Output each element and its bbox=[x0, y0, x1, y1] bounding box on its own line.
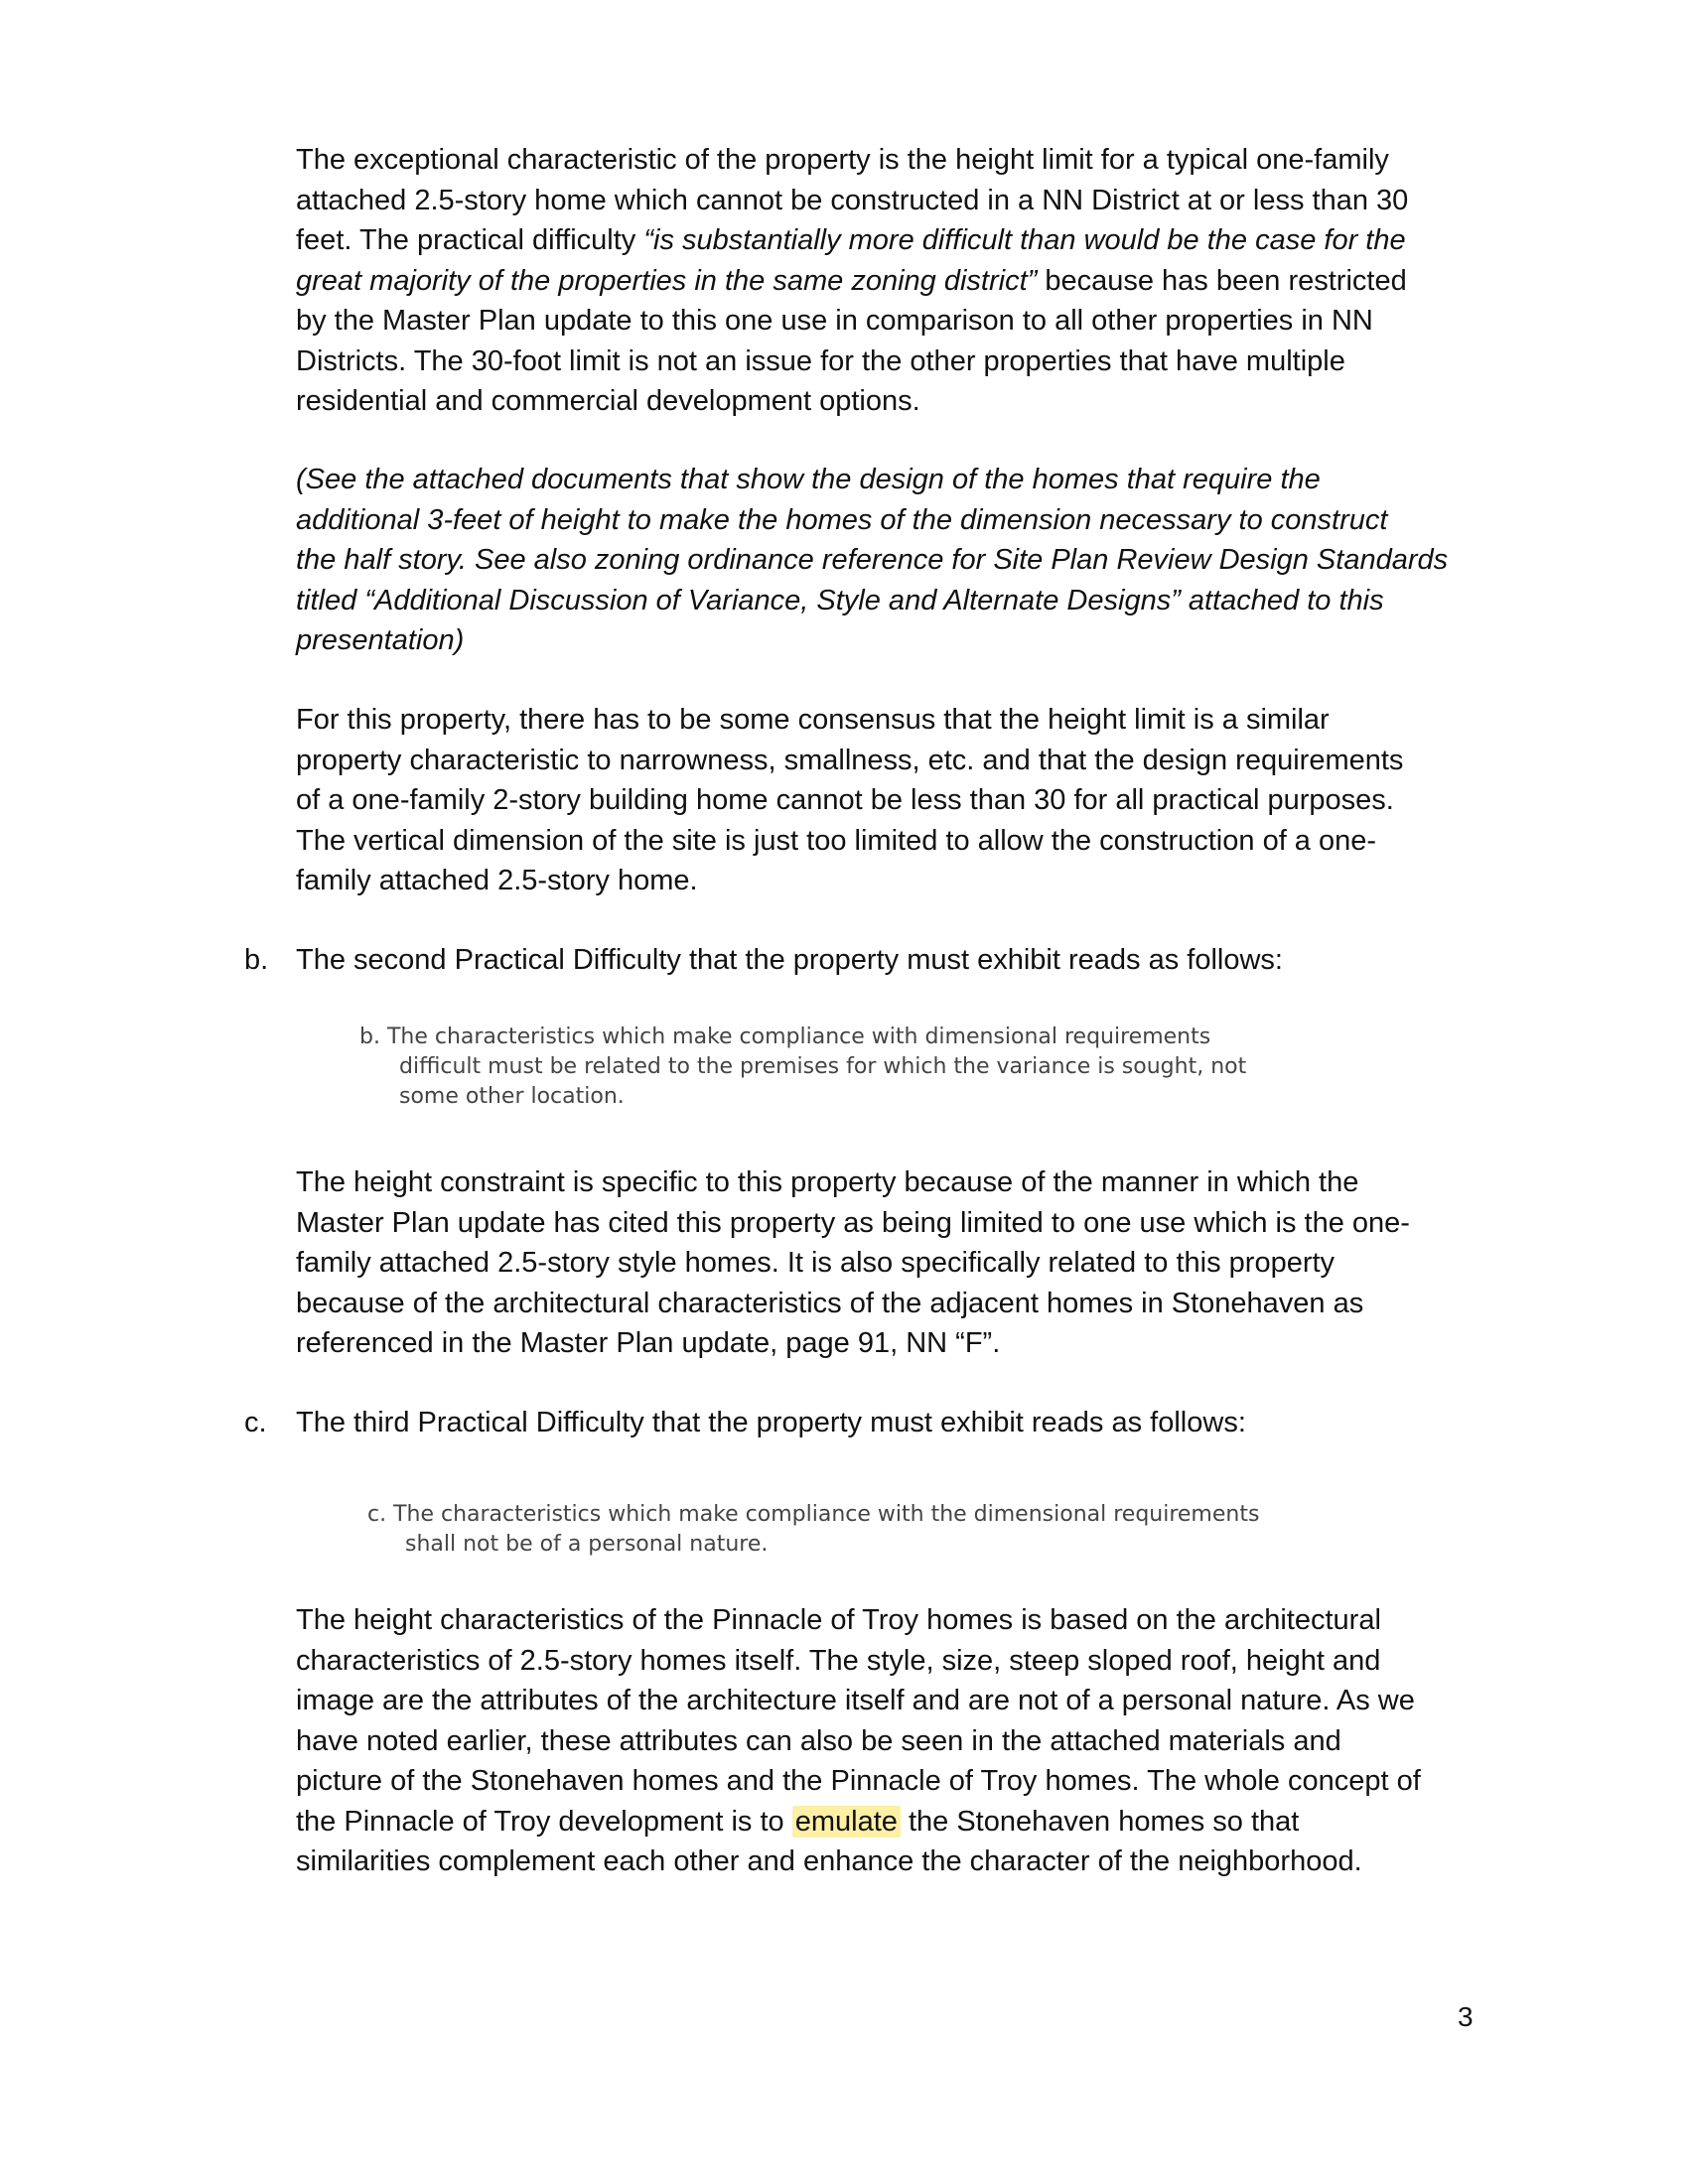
paragraph-height-consensus bbox=[296, 700, 1487, 901]
quote-line: c. The characteristics which make compliance with the dimensional requirements bbox=[367, 1502, 1260, 1527]
list-item-c bbox=[296, 1403, 1487, 1443]
paragraph-exceptional-characteristic bbox=[296, 140, 1487, 422]
quote-line: b. The characteristics which make compliance with dimensional requirements bbox=[359, 1024, 1211, 1049]
italic-quote-open: “ bbox=[643, 224, 653, 256]
text-line: of a one-family 2-story building home cannot be less than 30 for all practical purposes. bbox=[296, 784, 1394, 816]
text-line: The exceptional characteristic of the property is the height limit for a typical one-family bbox=[296, 144, 1389, 176]
text-run: because has been restricted bbox=[1037, 264, 1407, 297]
italic-quote: great majority of the properties in the same zoning district” bbox=[296, 264, 1038, 297]
text-line: have noted earlier, these attributes can also be seen in the attached materials and bbox=[296, 1724, 1341, 1757]
text-run: the Stonehaven homes so that bbox=[900, 1805, 1300, 1838]
text-line bbox=[296, 1802, 1487, 1843]
text-line: residential and commercial development options. bbox=[296, 385, 920, 417]
text-line: attached 2.5-story home which cannot be constructed in a NN District at or less than 30 bbox=[296, 184, 1409, 216]
text-line: Master Plan update has cited this property as being limited to one use which is the one- bbox=[296, 1206, 1410, 1239]
text-line: The height characteristics of the Pinnacle of Troy homes is based on the architectural bbox=[296, 1604, 1381, 1636]
text-line: The vertical dimension of the site is just too limited to allow the construction of a one- bbox=[296, 824, 1377, 857]
list-item-b bbox=[296, 940, 1487, 981]
text-line: referenced in the Master Plan update, page 91, NN “F”. bbox=[296, 1327, 1001, 1359]
text-run: feet. The practical difficulty bbox=[296, 224, 644, 256]
text-line bbox=[296, 220, 1487, 261]
list-marker-b: b. bbox=[244, 944, 269, 976]
paragraph-pinnacle-of-troy bbox=[296, 1600, 1487, 1882]
text-line: because of the architectural characteristics of the adjacent homes in Stonehaven as bbox=[296, 1287, 1364, 1319]
text-line: The height constraint is specific to this property because of the manner in which the bbox=[296, 1166, 1359, 1198]
text-line: property characteristic to narrowness, smallness, etc. and that the design requirements bbox=[296, 744, 1404, 776]
text-line: family attached 2.5-story style homes. It is also specifically related to this property bbox=[296, 1247, 1336, 1279]
italic-quote: is substantially more difficult than would be the case for the bbox=[653, 224, 1406, 256]
text-line bbox=[296, 261, 1487, 302]
text-line: The second Practical Difficulty that the property must exhibit reads as follows: bbox=[296, 944, 1283, 976]
quote-line: difficult must be related to the premises for which the variance is sought, not bbox=[399, 1054, 1247, 1079]
text-line: characteristics of 2.5-story homes itself. The style, size, steep sloped roof, height and bbox=[296, 1644, 1381, 1677]
text-line: For this property, there has to be some consensus that the height limit is a similar bbox=[296, 704, 1330, 736]
text-line: presentation) bbox=[296, 624, 465, 656]
text-line: similarities complement each other and enhance the character of the neighborhood. bbox=[296, 1845, 1362, 1877]
text-line: titled “Additional Discussion of Variance, Style and Alternate Designs” attached to this bbox=[296, 584, 1384, 616]
paragraph-height-constraint bbox=[296, 1162, 1487, 1364]
quoted-excerpt-c bbox=[367, 1500, 1259, 1560]
text-line: picture of the Stonehaven homes and the Pinnacle of Troy homes. The whole concept of bbox=[296, 1765, 1421, 1797]
text-line: family attached 2.5-story home. bbox=[296, 865, 698, 896]
text-line: Districts. The 30-foot limit is not an issue for the other properties that have multiple bbox=[296, 344, 1345, 377]
text-line: the half story. See also zoning ordinance reference for Site Plan Review Design Standards bbox=[296, 544, 1449, 576]
text-run: the Pinnacle of Troy development is to bbox=[296, 1805, 792, 1838]
highlighted-word: emulate bbox=[792, 1806, 901, 1838]
quote-line: some other location. bbox=[399, 1084, 625, 1109]
text-line: additional 3-feet of height to make the homes of the dimension necessary to construct bbox=[296, 503, 1388, 536]
text-line: by the Master Plan update to this one use in comparison to all other properties in NN bbox=[296, 305, 1373, 337]
text-line: (See the attached documents that show the design of the homes that require the bbox=[296, 464, 1321, 495]
page-number: 3 bbox=[1458, 2001, 1474, 2032]
quoted-excerpt-b bbox=[359, 1023, 1246, 1112]
quote-line: shall not be of a personal nature. bbox=[405, 1532, 769, 1557]
text-line: image are the attributes of the architecture itself and are not of a personal nature. As we bbox=[296, 1685, 1415, 1716]
text-line: The third Practical Difficulty that the property must exhibit reads as follows: bbox=[296, 1407, 1246, 1438]
list-marker-c: c. bbox=[244, 1407, 267, 1438]
paragraph-see-attached-italic bbox=[296, 460, 1487, 661]
